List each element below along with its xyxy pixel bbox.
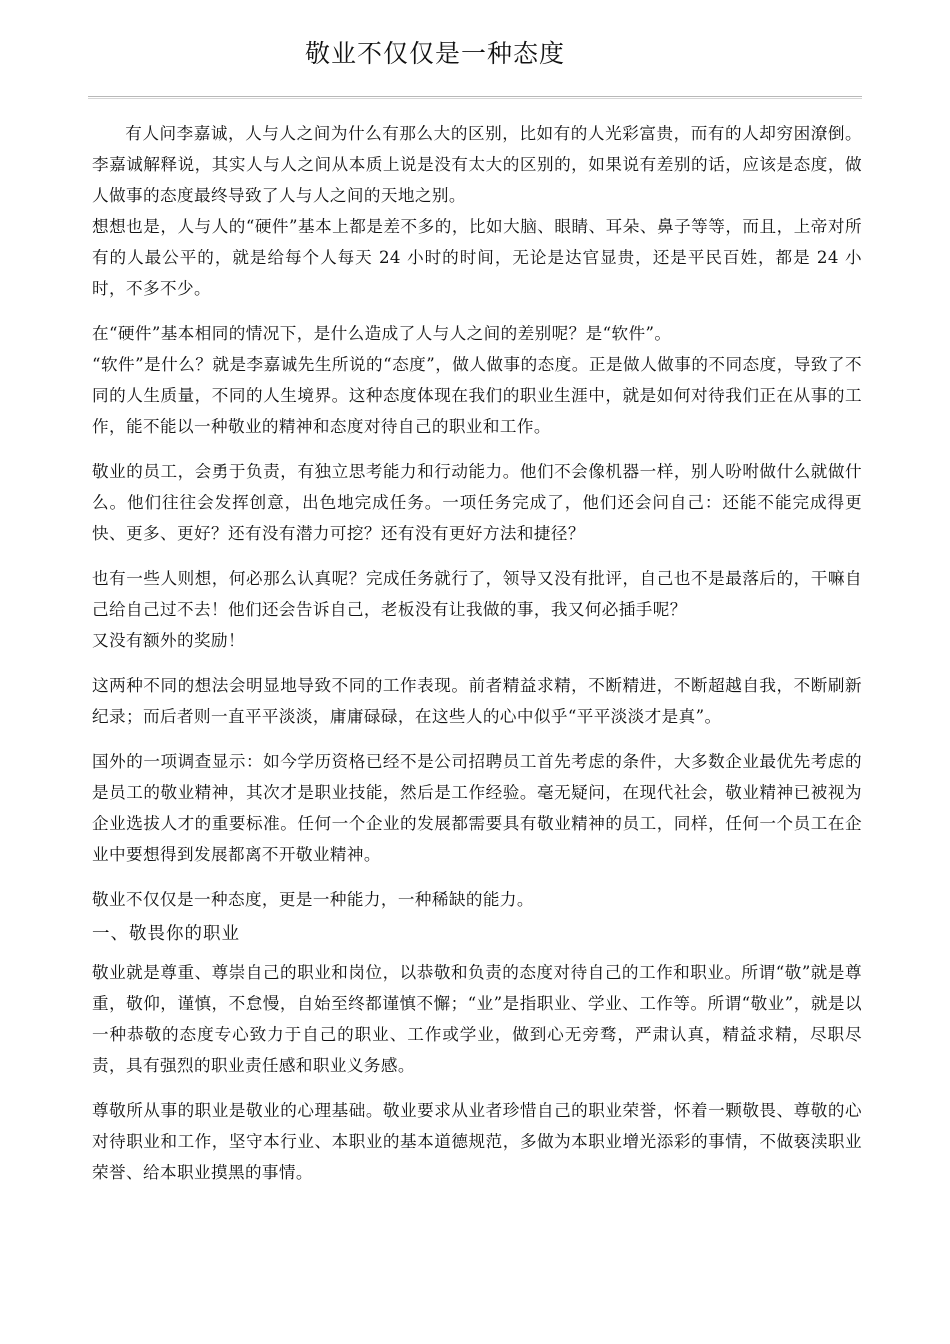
paragraph-3: 在“硬件”基本相同的情况下，是什么造成了人与人之间的差别呢？是“软件”。 [92, 324, 672, 343]
paragraph-9: 国外的一项调查显示：如今学历资格已经不是公司招聘员工首先考虑的条件，大多数企业最优先考虑的是员工的敬业精神，其次才是职业技能，然后是工作经验。毫无疑问，在现代社会，敬业精神已被视为企业选拔人才的重要标准。任何一个企业的发展都需要具有敬业精神的员工，同样，任何一个员工在企业中要想得到发展都离不开敬业精神。 [92, 752, 862, 864]
paragraph-10: 敬业不仅仅是一种态度，更是一种能力，一种稀缺的能力。 [92, 890, 534, 909]
paragraph-5: 敬业的员工，会勇于负责，有独立思考能力和行动能力。他们不会像机器一样，别人吩咐做什么就做什么。他们往往会发挥创意，出色地完成任务。一项任务完成了，他们还会问自己：还能不能完成得更快、更多、更好？还有没有潜力可挖？还有没有更好方法和捷径？ [92, 462, 862, 543]
paragraph-4: “软件”是什么？就是李嘉诚先生所说的“态度”，做人做事的态度。正是做人做事的不同态度，导致了不同的人生质量，不同的人生境界。这种态度体现在我们的职业生涯中，就是如何对待我们正在从事的工作，能不能以一种敬业的精神和态度对待自己的职业和工作。 [92, 355, 862, 436]
document-body [92, 118, 862, 1188]
paragraph-8: 这两种不同的想法会明显地导致不同的工作表现。前者精益求精，不断精进，不断超越自我，不断刷新纪录；而后者则一直平平淡淡，庸庸碌碌，在这些人的心中似乎“平平淡淡才是真”。 [92, 676, 862, 726]
paragraph-11: 敬业就是尊重、尊崇自己的职业和岗位，以恭敬和负责的态度对待自己的工作和职业。所谓“敬”就是尊重，敬仰，谨慎，不怠慢，自始至终都谨慎不懈；“业”是指职业、学业、工作等。所谓“敬业”，就是以一种恭敬的态度专心致力于自己的职业、工作或学业，做到心无旁骛，严肃认真，精益求精，尽职尽责，具有强烈的职业责任感和职业义务感。 [92, 963, 862, 1075]
document-title: 敬业不仅仅是一种态度 [304, 39, 565, 68]
title-divider [88, 96, 862, 99]
paragraph-2: 想想也是，人与人的“硬件”基本上都是差不多的，比如大脑、眼睛、耳朵、鼻子等等，而且，上帝对所有的人最公平的，就是给每个人每天 24 小时的时间，无论是达官显贵，还是平民百姓，都是 24 小时，不多不少。 [92, 217, 862, 298]
section-heading: 一、敬畏你的职业 [92, 924, 240, 944]
paragraph-12: 尊敬所从事的职业是敬业的心理基础。敬业要求从业者珍惜自己的职业荣誉，怀着一颗敬畏、尊敬的心对待职业和工作，坚守本行业、本职业的基本道德规范，多做为本职业增光添彩的事情，不做亵渎职业荣誉、给本职业摸黑的事情。 [92, 1101, 862, 1182]
paragraph-7: 又没有额外的奖励！ [92, 631, 245, 650]
paragraph-6: 也有一些人则想，何必那么认真呢？完成任务就行了，领导又没有批评，自己也不是最落后的，干嘛自己给自己过不去！他们还会告诉自己，老板没有让我做的事，我又何必插手呢？ [92, 569, 862, 619]
paragraph-1: 有人问李嘉诚，人与人之间为什么有那么大的区别，比如有的人光彩富贵，而有的人却穷困潦倒。李嘉诚解释说，其实人与人之间从本质上说是没有太大的区别的，如果说有差别的话，应该是态度，做人做事的态度最终导致了人与人之间的天地之别。 [92, 124, 862, 205]
